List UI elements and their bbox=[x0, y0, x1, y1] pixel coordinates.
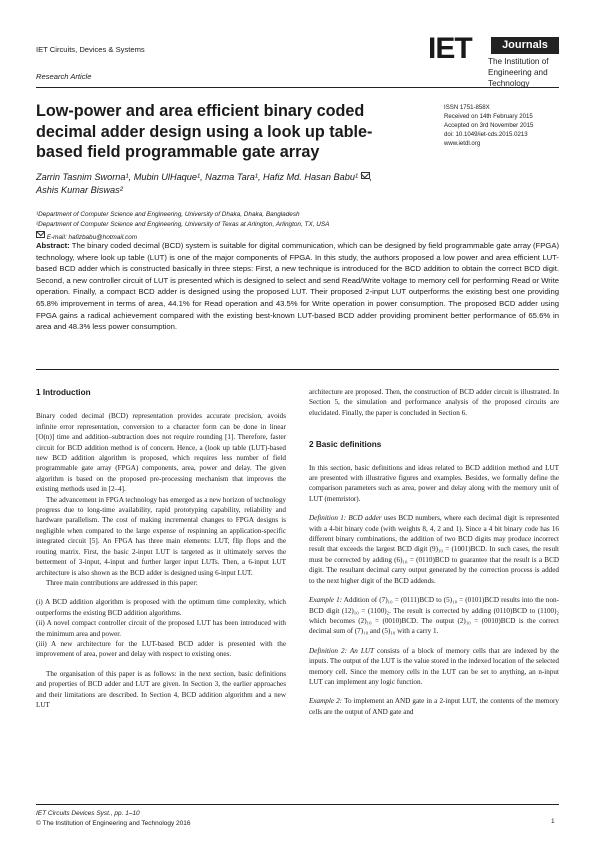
intro-paragraph-3: Three main contributions are addressed in this paper: bbox=[46, 578, 198, 587]
logo-journals-badge: Journals bbox=[491, 37, 559, 54]
contribution-2: (ii) A novel compact controller circuit of the proposed LUT has been introduced with the minimum area and power. bbox=[36, 619, 286, 638]
iet-logo bbox=[428, 34, 559, 90]
footer-rule bbox=[36, 804, 559, 805]
author-list: Zarrin Tasnim Sworna¹, Mubin UlHaque¹, Nazma Tara¹, Hafiz Md. Hasan Babu¹ , Ashis Kumar Biswas² bbox=[36, 171, 476, 196]
definition-1-text: uses BCD numbers, where each decimal digit is represented with a 4-bit binary code (with weights 8, 4, 2 and 1). Since a 4 bit binary code has 16 different binary combinations, the addition of two BCD digits may produce incorrect result that exceeds the largest BCD digit (9)₁₀ = (1001)BCD. In such cases, the result must be corrected by adding (6)₁₀ = (0110)BCD to guarantee that the result is a BCD digit. The resultant decimal carry output generated by the correction process is added to the next higher digit of the BCD addends. bbox=[309, 514, 559, 585]
left-column bbox=[36, 388, 286, 710]
accepted-date: Accepted on 3rd November 2015 bbox=[444, 122, 534, 130]
journal-name: IET Circuits, Devices & Systems bbox=[36, 45, 145, 54]
email-envelope-icon bbox=[36, 231, 45, 238]
article-type: Research Article bbox=[36, 72, 92, 81]
received-date: Received on 14th February 2015 bbox=[444, 113, 533, 121]
basic-definitions-intro: In this section, basic definitions and ideas related to BCD addition method and LUT are presented with illustrative figures and examples. Besides, we formally define the comparison parameters such as area, power and delay along with the memory unit of LUT (memristor). bbox=[309, 463, 559, 503]
intro-paragraph-1: Binary coded decimal (BCD) representation provides accurate precision, avoids infinite error representation, conversion to a character form can be done in linear [O(n)] time and addition–subtraction does not require rounding [1]. Therefore, faster circuit for BCD addition method is of concern. Hence, a (look up table (LUT)-based new BCD addition algorithm is proposed, which requires less number of field programmable gate array (FPGA) components, area, power and delay. The given algorithm is based on the proposed pre-processing mechanism that improves the existing methods used in [2–4]. bbox=[36, 412, 286, 494]
example-1-label: Example 1: bbox=[309, 596, 343, 605]
doi-link[interactable]: doi: 10.1049/iet-cds.2015.0213 bbox=[444, 131, 528, 139]
abstract-rule bbox=[36, 369, 559, 370]
authors-line-2: Ashis Kumar Biswas² bbox=[36, 184, 123, 195]
example-2 bbox=[309, 696, 559, 717]
paper-title: Low-power and area efficient binary coded decimal adder design using a look up table-based field programmable gate array bbox=[36, 102, 373, 161]
footer-citation bbox=[36, 809, 191, 828]
logo-institution: The Institution of Engineering and Technology bbox=[488, 57, 549, 88]
article-meta bbox=[444, 103, 564, 148]
page-number: 1 bbox=[551, 818, 555, 825]
contribution-1: (i) A BCD addition algorithm is proposed with the optimum time complexity, which outperforms the existing BCD addition algorithms. bbox=[36, 598, 286, 617]
definition-1-label: Definition 1: BCD adder bbox=[309, 514, 382, 523]
example-2-label: Example 2: bbox=[309, 697, 343, 706]
issn: ISSN 1751-858X bbox=[444, 104, 490, 111]
abstract bbox=[36, 240, 559, 333]
section-2-heading: 2 Basic definitions bbox=[309, 440, 382, 450]
intro-paragraph-2: The advancement in FPGA technology has emerged as a new horizon of technology progress due to long-time availability, rapid prototyping capability, reliability and hardware parallelism. The cost of making incremental changes to FPGA designs is negligible when compared to the large expense of respinning an application-specific integrated circuit [5]. An FPGA has three main elements: LUT, flip flops and the routing matrix. First, the basic 2-input LUT is targeted as it ultimately serves the betterment of 3-input, 4-input and further larger input LUTs. Then, a 6-input LUT architecture is also shown as the BCD adder is designed using 6-input LUT. bbox=[36, 495, 286, 577]
intro-paragraph-4: The organisation of this paper is as follows: in the next section, basic definitions and properties of BCD adder and LUT are given. In Section 3, the earlier approaches and their limitations are described. In Section 4, BCD addition algorithm and a new LUT bbox=[36, 669, 286, 709]
definition-2-label: Definition 2: An LUT bbox=[309, 646, 374, 655]
definition-2 bbox=[309, 646, 559, 688]
logo-mark: IET bbox=[428, 32, 472, 65]
example-1 bbox=[309, 595, 559, 637]
email-envelope-icon bbox=[361, 172, 370, 179]
example-2-text: To implement an AND gate in a 2-input LUT, the contents of the memory cells are the output of AND gate and bbox=[309, 697, 560, 716]
contact-email[interactable]: E-mail: hafizbabu@hotmail.com bbox=[46, 233, 138, 241]
right-column bbox=[309, 387, 559, 717]
contribution-3: (iii) A new architecture for the LUT-based BCD adder is presented with the improvement of area, power and delay with respect to existing ones. bbox=[36, 639, 286, 659]
definition-1 bbox=[309, 513, 559, 586]
footer-copyright: © The Institution of Engineering and Technology 2016 bbox=[36, 819, 191, 827]
intro-continued: architecture are proposed. Then, the construction of BCD adder circuit is illustrated. In Section 5, the simulation and performance analysis of the proposed circuits are elucidated. Finally, the paper is concluded in Section 6. bbox=[309, 388, 559, 417]
example-1-text: Addition of (7)₁₀ = (0111)BCD to (5)₁₀ = (0101)BCD results into the non-BCD digit (12)₁₀ = (1100)₂. The result is corrected by adding (0110)BCD to (1100)₂ which becomes (2)₁₀ = (0010)BCD. The output (2)₁₀ = (0010)BCD is the correct decimal sum of (7)₁₀ and (5)₁₀ with a carry 1. bbox=[309, 596, 559, 636]
section-1-heading: 1 Introduction bbox=[36, 388, 91, 397]
definition-2-text: consists of a block of memory cells that are indexed by the inputs. The output of the LUT is the value stored in the indexed location of the selected memory cell. Since the memory cells in the LUT can be set to anything, an n-input LUT can implement any logic function. bbox=[309, 646, 559, 686]
website-link[interactable]: www.ietdl.org bbox=[444, 140, 481, 148]
abstract-text: The binary coded decimal (BCD) system is suitable for digital communication, which can be designed by field programmable gate array (FPGA) technology, where look up table (LUT) is one of the major components of FPGA. In this study, the authors proposed a low power and area efficient LUT-based BCD adder which is constructed basically in three steps: First, a new technique is introduced for the BCD addition to obtain the correct BCD digit. Second, a new controller circuit of LUT is presented which is designed to select and send Read/Write voltage to memory cell for performing Read or Write operation. Finally, a compact BCD adder is designed using the proposed LUT. Their proposed 2-input LUT outperforms the existing best one providing 65.8% improvement in terms of area, 44.1% for Read operation and 43.5% for Write operation in power consumption. The proposed BCD adder using FPGA gains a radical achievement compared with the existing best-known LUT-based BCD adder providing prominent better performance of 65.6% in area and 48.3% less power consumption. bbox=[36, 241, 560, 332]
affiliation-2: ²Department of Computer Science and Engineering, University of Texas at Arlington, Arlington, TX, USA bbox=[36, 221, 330, 229]
authors-line-1: Zarrin Tasnim Sworna¹, Mubin UlHaque¹, Nazma Tara¹, Hafiz Md. Hasan Babu¹ bbox=[36, 172, 359, 182]
affiliation-1: ¹Department of Computer Science and Engineering, University of Dhaka, Dhaka, Bangladesh bbox=[36, 211, 300, 218]
abstract-label: Abstract: bbox=[36, 241, 70, 250]
footer-journal: IET Circuits Devices Syst., pp. 1–10 bbox=[36, 810, 140, 817]
affiliations bbox=[36, 210, 476, 243]
